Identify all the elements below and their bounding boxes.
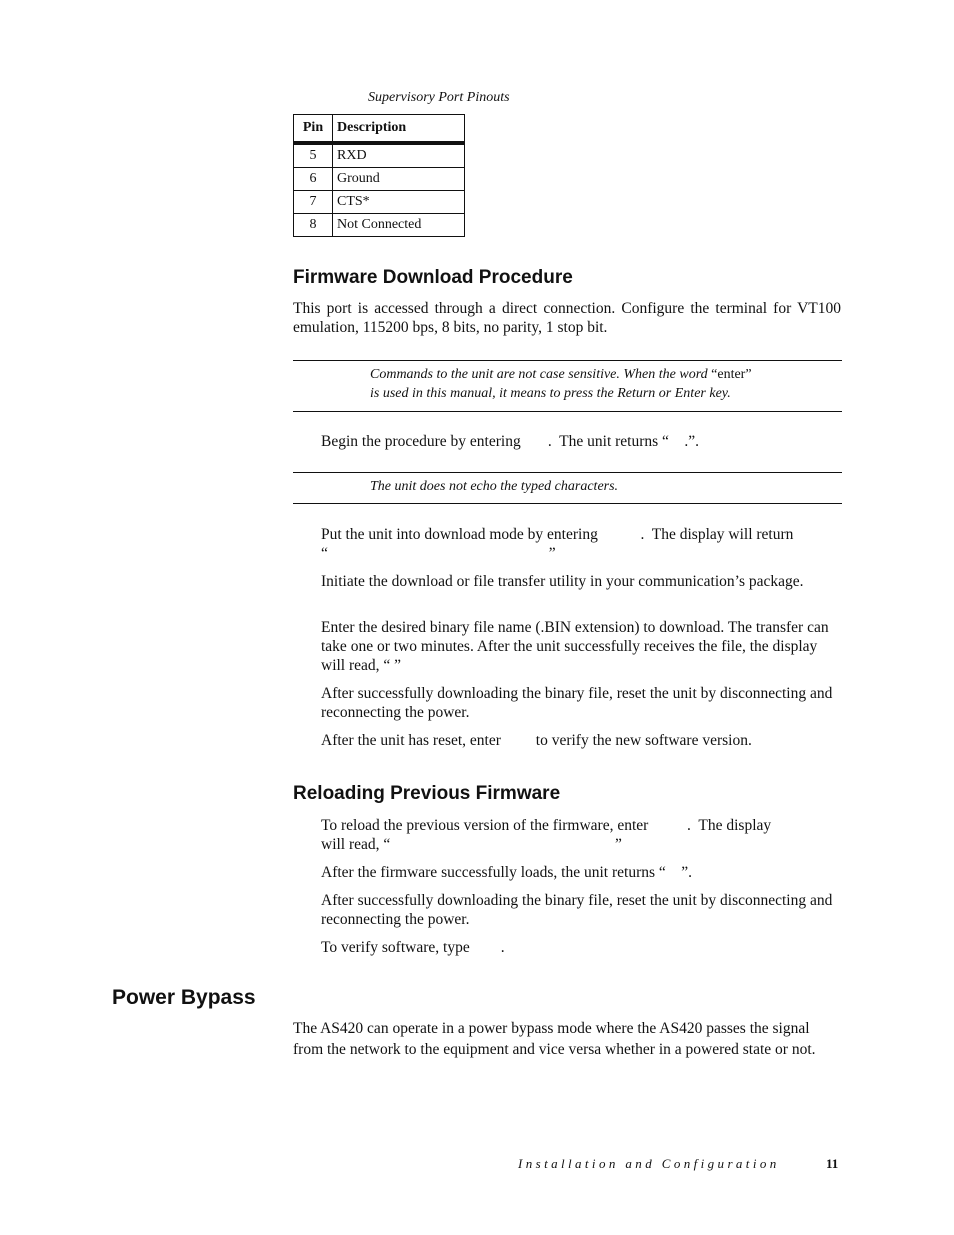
- note-text: Commands to the unit are not case sensitive. When the word: [370, 367, 712, 382]
- download-step-5: After successfully downloading the binary file, reset the unit by disconnecting and reconnecting the power.: [321, 685, 833, 721]
- reload-firmware-heading: Reloading Previous Firmware: [293, 783, 561, 804]
- download-step-4: Enter the desired binary file name (.BIN extension) to download. The transfer can take one or two minutes. After the unit successfully receives the file, the display will read, “ ”: [321, 619, 829, 674]
- step-text: Put the unit into download mode by entering . The display will return: [321, 526, 794, 543]
- description-cell: CTS*: [333, 191, 465, 214]
- note-rule-bottom: [293, 411, 842, 412]
- reload-step-3: After successfully downloading the binary file, reset the unit by disconnecting and reconnecting the power.: [321, 892, 833, 928]
- firmware-download-intro: This port is accessed through a direct connection. Configure the terminal for VT100 emulation, 115200 bps, 8 bits, no parity, 1 stop bit.: [293, 300, 841, 336]
- power-bypass-heading: Power Bypass: [112, 986, 256, 1009]
- download-step-1: Begin the procedure by entering . The unit returns “ .”.: [321, 433, 700, 450]
- table-caption: Supervisory Port Pinouts: [368, 90, 510, 105]
- step-text: “ ”: [321, 545, 556, 562]
- page-number: 11: [826, 1156, 839, 1171]
- note-no-echo: The unit does not echo the typed characters.: [370, 479, 619, 494]
- description-cell: Not Connected: [333, 214, 465, 237]
- column-header-description: Description: [333, 115, 465, 144]
- note-rule-top: [293, 472, 842, 473]
- description-cell: Ground: [333, 168, 465, 191]
- download-step-2: [321, 525, 841, 563]
- description-cell: RXD: [333, 143, 465, 168]
- footer-chapter-label: Installation and Configuration: [518, 1156, 780, 1171]
- reload-step-4: To verify software, type .: [321, 939, 505, 956]
- reload-step-2: After the firmware successfully loads, the unit returns “ ”.: [321, 864, 693, 881]
- firmware-download-heading: Firmware Download Procedure: [293, 267, 573, 288]
- step-text: To reload the previous version of the firmware, enter . The display: [321, 817, 772, 834]
- pin-cell: 6: [294, 168, 333, 191]
- pin-cell: 5: [294, 143, 333, 168]
- note-rule-bottom: [293, 503, 842, 504]
- table-row: [294, 143, 465, 168]
- power-bypass-body: The AS420 can operate in a power bypass mode where the AS420 passes the signal from the network to the equipment and vice versa whether in a powered state or not.: [293, 1020, 816, 1058]
- download-step-6: After the unit has reset, enter to verify the new software version.: [321, 732, 752, 749]
- reload-step-1: [321, 816, 841, 854]
- pin-cell: 8: [294, 214, 333, 237]
- table-row: [294, 191, 465, 214]
- table-header-row: [294, 115, 465, 144]
- note-case-sensitive: [370, 365, 810, 403]
- pin-cell: 7: [294, 191, 333, 214]
- step-text: will read, “ ”: [321, 836, 622, 853]
- note-enter-word: “enter”: [711, 367, 752, 382]
- column-header-pin: Pin: [294, 115, 333, 144]
- pinout-table: [293, 114, 465, 237]
- download-step-3: Initiate the download or file transfer utility in your communication’s package.: [321, 573, 804, 590]
- table-row: [294, 214, 465, 237]
- note-rule-top: [293, 360, 842, 361]
- note-text: is used in this manual, it means to press the Return or Enter key.: [370, 386, 731, 401]
- table-row: [294, 168, 465, 191]
